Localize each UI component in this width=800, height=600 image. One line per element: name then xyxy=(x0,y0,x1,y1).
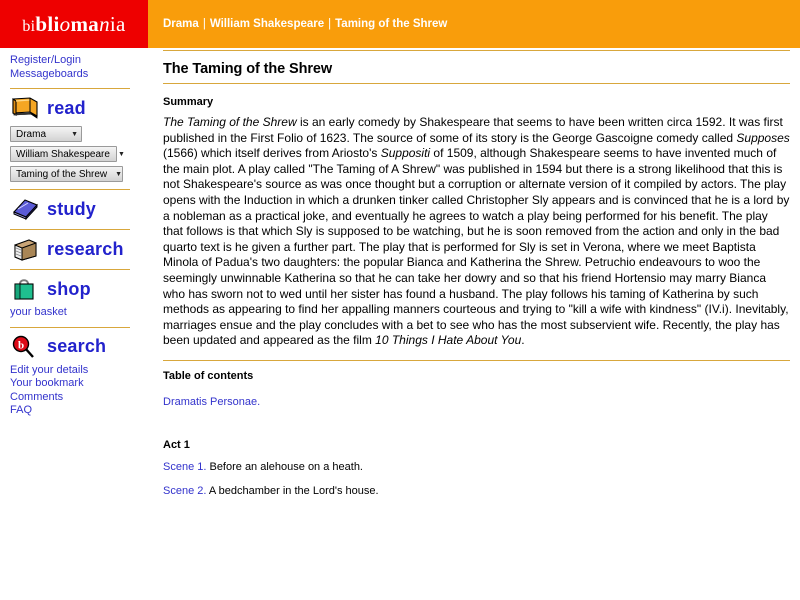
summary-film-italic: 10 Things I Hate About You xyxy=(375,333,522,348)
brown-book-icon xyxy=(10,236,40,262)
sidebar-section-title: study xyxy=(47,198,97,219)
act-heading: Act 1 xyxy=(163,438,190,451)
summary-supposes-italic: Supposes xyxy=(736,130,790,145)
sidebar-section-study[interactable] xyxy=(10,196,144,222)
sidebar-divider xyxy=(10,229,130,230)
summary-paragraph xyxy=(163,115,790,360)
sidebar-divider xyxy=(10,88,130,89)
green-shopping-bag-icon xyxy=(10,276,40,302)
work-selector-group xyxy=(10,126,144,182)
sidebar-section-shop[interactable] xyxy=(10,276,144,302)
sidebar-section-search[interactable] xyxy=(10,334,144,360)
site-logo[interactable] xyxy=(0,0,148,48)
page-title: The Taming of the Shrew xyxy=(163,61,333,77)
sidebar-section-read[interactable] xyxy=(10,95,144,121)
sidebar-divider xyxy=(10,327,130,328)
author-select-value: William Shakespeare xyxy=(16,148,110,160)
toc-dramatis-row xyxy=(163,392,790,430)
genre-select[interactable] xyxy=(10,126,82,142)
chevron-down-icon: ▼ xyxy=(115,170,123,178)
red-magnifier-icon xyxy=(10,334,40,360)
author-select[interactable] xyxy=(10,146,125,162)
toc-link-scene-2[interactable]: Scene 2. xyxy=(163,484,207,497)
logo-part-2: bli xyxy=(35,11,60,36)
sidebar-link-register-login[interactable]: Register/Login xyxy=(10,54,81,66)
logo-part-6: ia xyxy=(109,11,126,36)
breadcrumb-item-author[interactable]: William Shakespeare xyxy=(209,18,325,30)
summary-title-italic: The Taming of the Shrew xyxy=(163,115,297,129)
breadcrumb-item-work[interactable]: Taming of the Shrew xyxy=(335,18,448,30)
logo-part-3: o xyxy=(59,11,71,36)
site-header xyxy=(0,0,800,48)
sidebar-section-title: shop xyxy=(47,278,91,299)
summary-heading: Summary xyxy=(163,96,214,108)
sidebar-divider xyxy=(10,269,130,270)
logo-wordmark xyxy=(22,11,126,36)
sidebar-link-comments[interactable]: Comments xyxy=(10,390,64,403)
logo-part-5: n xyxy=(99,11,110,36)
toc-scene-row xyxy=(163,461,790,485)
breadcrumb-item-drama[interactable]: Drama xyxy=(163,18,199,30)
genre-select-value: Drama xyxy=(16,128,47,140)
orange-book-icon xyxy=(10,95,40,121)
chevron-down-icon: ▼ xyxy=(71,130,78,138)
sidebar-divider xyxy=(10,189,130,190)
sidebar-section-title: read xyxy=(47,97,86,118)
breadcrumb xyxy=(163,0,447,48)
toc-heading: Table of contents xyxy=(163,369,254,382)
toc-scene-1-description: Before an alehouse on a heath. xyxy=(206,460,363,473)
summary-text-4: . xyxy=(521,333,525,348)
summary-suppositi-italic: Suppositi xyxy=(380,146,431,161)
sidebar-link-edit-your-details[interactable]: Edit your details xyxy=(10,363,89,376)
breadcrumb-separator: | xyxy=(202,18,206,30)
sidebar-account-links xyxy=(10,364,144,418)
sidebar xyxy=(0,48,152,418)
sidebar-section-title: research xyxy=(47,238,124,259)
summary-text-1: is an early comedy by Shakespeare that seems to have been written circa 1592. It was first published in the First Folio of 1623. The source of some of its story is the George Gascoigne comedy called xyxy=(163,115,783,145)
svg-text:b: b xyxy=(17,339,25,351)
sidebar-link-faq[interactable]: FAQ xyxy=(10,404,33,416)
toc-link-scene-1[interactable]: Scene 1. xyxy=(163,460,207,473)
work-select[interactable] xyxy=(10,166,123,182)
page-body xyxy=(0,48,800,600)
sidebar-link-messageboards[interactable]: Messageboards xyxy=(10,67,89,80)
sidebar-section-research[interactable] xyxy=(10,236,144,262)
main-content xyxy=(163,48,790,509)
sidebar-link-your-bookmark[interactable]: Your bookmark xyxy=(10,377,84,389)
toc-scene-2-description: A bedchamber in the Lord's house. xyxy=(206,484,379,497)
chevron-down-icon: ▼ xyxy=(117,150,125,158)
summary-text-2: (1566) which itself derives from Ariosto's xyxy=(163,146,381,161)
toc-scene-row xyxy=(163,485,790,509)
logo-part-1: bi xyxy=(22,17,36,35)
logo-part-4: ma xyxy=(70,11,100,36)
blue-open-book-icon xyxy=(10,196,40,222)
summary-text-3: of 1509, although Shakespeare seems to have invented much of the main plot. A play called "The Taming of A Shrew" was published in 1594 but there is a strong likelihood that this is not Shakespeare's source as was once thought but a corruption or alternate version of it compiled by actors. The play opens with the Induction in which a drunken tinker called Christopher Sly appears and is convinced that he is a lord by a nobleman as a practical joke, and eventually he agrees to watch a play being performed for his benefit. The play that follows is that which Sly is supposed to be watching, but he is soon removed from the action and only in the bad quarto text is he given a further part. The play that is performed for Sly is set in Verona, where we meet Baptista Minola of Padua's two daughters: the popular Bianca and Katherina the Shrew. Petruchio endeavours to woo the seemingly unwinnable Katherina so that he can take her dowry and so that his friend Hortensio may marry Bianca who has sworn not to wed until her sister has found a husband. The play follows his taming of Katherina by such methods as appearing to find her appalling manners courteous and trying to "kill a wife with kindness" (IV.i). Inevitably, marriages ensue and the play concludes with a bet to see who has the most subservient wife. Recently, the play has been updated and appeared as the film xyxy=(163,146,790,348)
sidebar-link-your-basket[interactable]: your basket xyxy=(10,306,67,318)
toc-link-dramatis-personae[interactable]: Dramatis Personae. xyxy=(163,395,261,408)
breadcrumb-separator: | xyxy=(328,18,332,30)
work-select-value: Taming of the Shrew xyxy=(16,168,108,180)
sidebar-section-title: search xyxy=(47,336,107,356)
